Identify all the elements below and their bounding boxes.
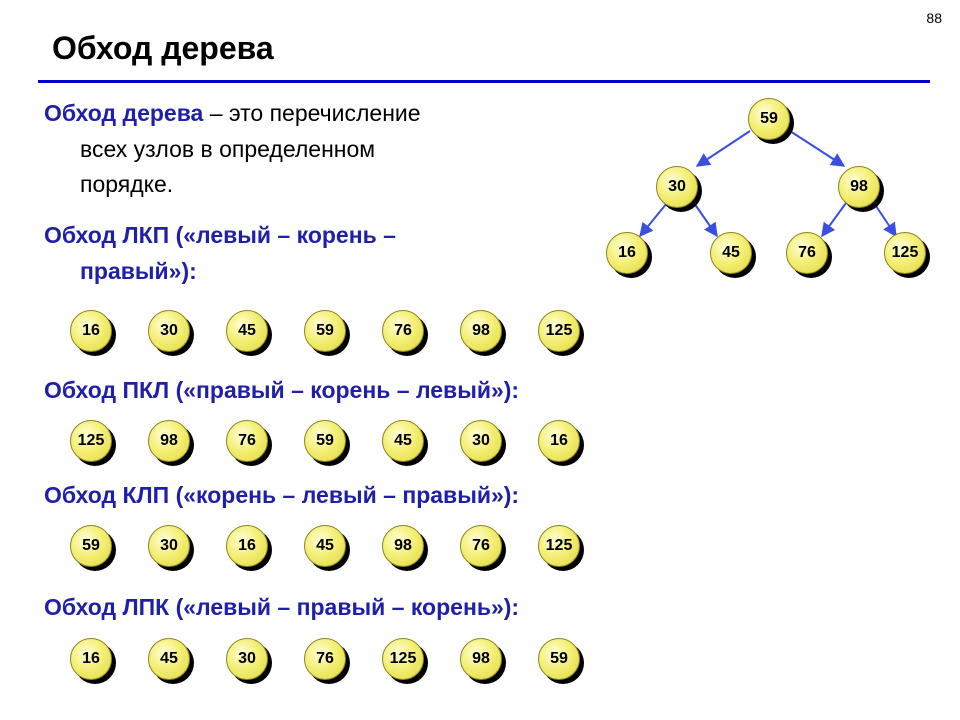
sequence-node	[226, 310, 270, 354]
sequence-node	[538, 420, 582, 464]
node-value: 59	[70, 525, 112, 567]
node-value: 98	[460, 310, 502, 352]
node-value: 76	[304, 638, 346, 680]
page-number: 88	[926, 10, 942, 26]
node-value: 16	[226, 525, 268, 567]
node-value: 30	[148, 310, 190, 352]
sequence-node	[382, 310, 426, 354]
sequence-node	[304, 638, 348, 682]
node-value: 125	[70, 420, 112, 462]
node-value: 76	[460, 525, 502, 567]
node-value: 45	[304, 525, 346, 567]
lkp-heading-line2: правый»):	[80, 257, 197, 284]
node-value: 30	[460, 420, 502, 462]
edge-59-98	[790, 131, 844, 166]
tree-node-125: 125	[884, 232, 928, 276]
tree-node-30: 30	[656, 166, 700, 210]
definition-line3: порядке.	[80, 171, 174, 198]
sequence-node	[382, 525, 426, 569]
sequence-node	[538, 310, 582, 354]
node-value: 125	[382, 638, 424, 680]
node-value: 76	[226, 420, 268, 462]
node-value: 30	[226, 638, 268, 680]
node-value: 16	[70, 638, 112, 680]
tree-node-45: 45	[710, 232, 754, 276]
node-value: 45	[148, 638, 190, 680]
node-value: 30	[148, 525, 190, 567]
sequence-node	[538, 525, 582, 569]
node-value: 16	[538, 420, 580, 462]
sequence-node	[148, 525, 192, 569]
sequence-node	[148, 638, 192, 682]
node-value: 59	[304, 310, 346, 352]
sequence-node	[70, 638, 114, 682]
tree-node-98: 98	[838, 166, 882, 210]
node-value: 59	[304, 420, 346, 462]
node-value: 98	[460, 638, 502, 680]
sequence-node	[70, 310, 114, 354]
node-value: 125	[538, 525, 580, 567]
sequence-node	[70, 525, 114, 569]
sequence-node	[304, 310, 348, 354]
klp-heading: Обход КЛП («корень – левый – правый»):	[44, 482, 520, 508]
definition-line2: всех узлов в определенном	[80, 135, 376, 162]
node-value: 45	[226, 310, 268, 352]
tree-node-16: 16	[606, 232, 650, 276]
sequence-node	[538, 638, 582, 682]
node-value: 125	[538, 310, 580, 352]
node-value: 76	[382, 310, 424, 352]
definition-term: Обход дерева	[44, 100, 204, 126]
node-value: 45	[382, 420, 424, 462]
tree-node-root: 59	[748, 98, 792, 142]
sequence-node	[460, 638, 504, 682]
sequence-node	[226, 638, 270, 682]
sequence-node	[304, 420, 348, 464]
node-value: 59	[538, 638, 580, 680]
pkl-heading: Обход ПКЛ («правый – корень – левый»):	[44, 377, 520, 403]
edge-59-30	[697, 131, 750, 166]
slide-title: Обход дерева	[52, 30, 274, 66]
sequence-node	[148, 310, 192, 354]
sequence-node	[382, 420, 426, 464]
sequence-node	[382, 638, 426, 682]
tree-node-76: 76	[786, 232, 830, 276]
sequence-node	[226, 525, 270, 569]
lkp-heading-line1: Обход ЛКП («левый – корень –	[44, 222, 396, 248]
node-value: 98	[382, 525, 424, 567]
sequence-node	[460, 525, 504, 569]
sequence-node	[226, 420, 270, 464]
sequence-node	[148, 420, 192, 464]
node-value: 16	[70, 310, 112, 352]
sequence-node	[460, 310, 504, 354]
definition-line1: – это перечисление	[203, 100, 421, 126]
lpk-heading: Обход ЛПК («левый – правый – корень»):	[44, 594, 520, 620]
sequence-node	[70, 420, 114, 464]
sequence-node	[304, 525, 348, 569]
sequence-node	[460, 420, 504, 464]
node-value: 98	[148, 420, 190, 462]
